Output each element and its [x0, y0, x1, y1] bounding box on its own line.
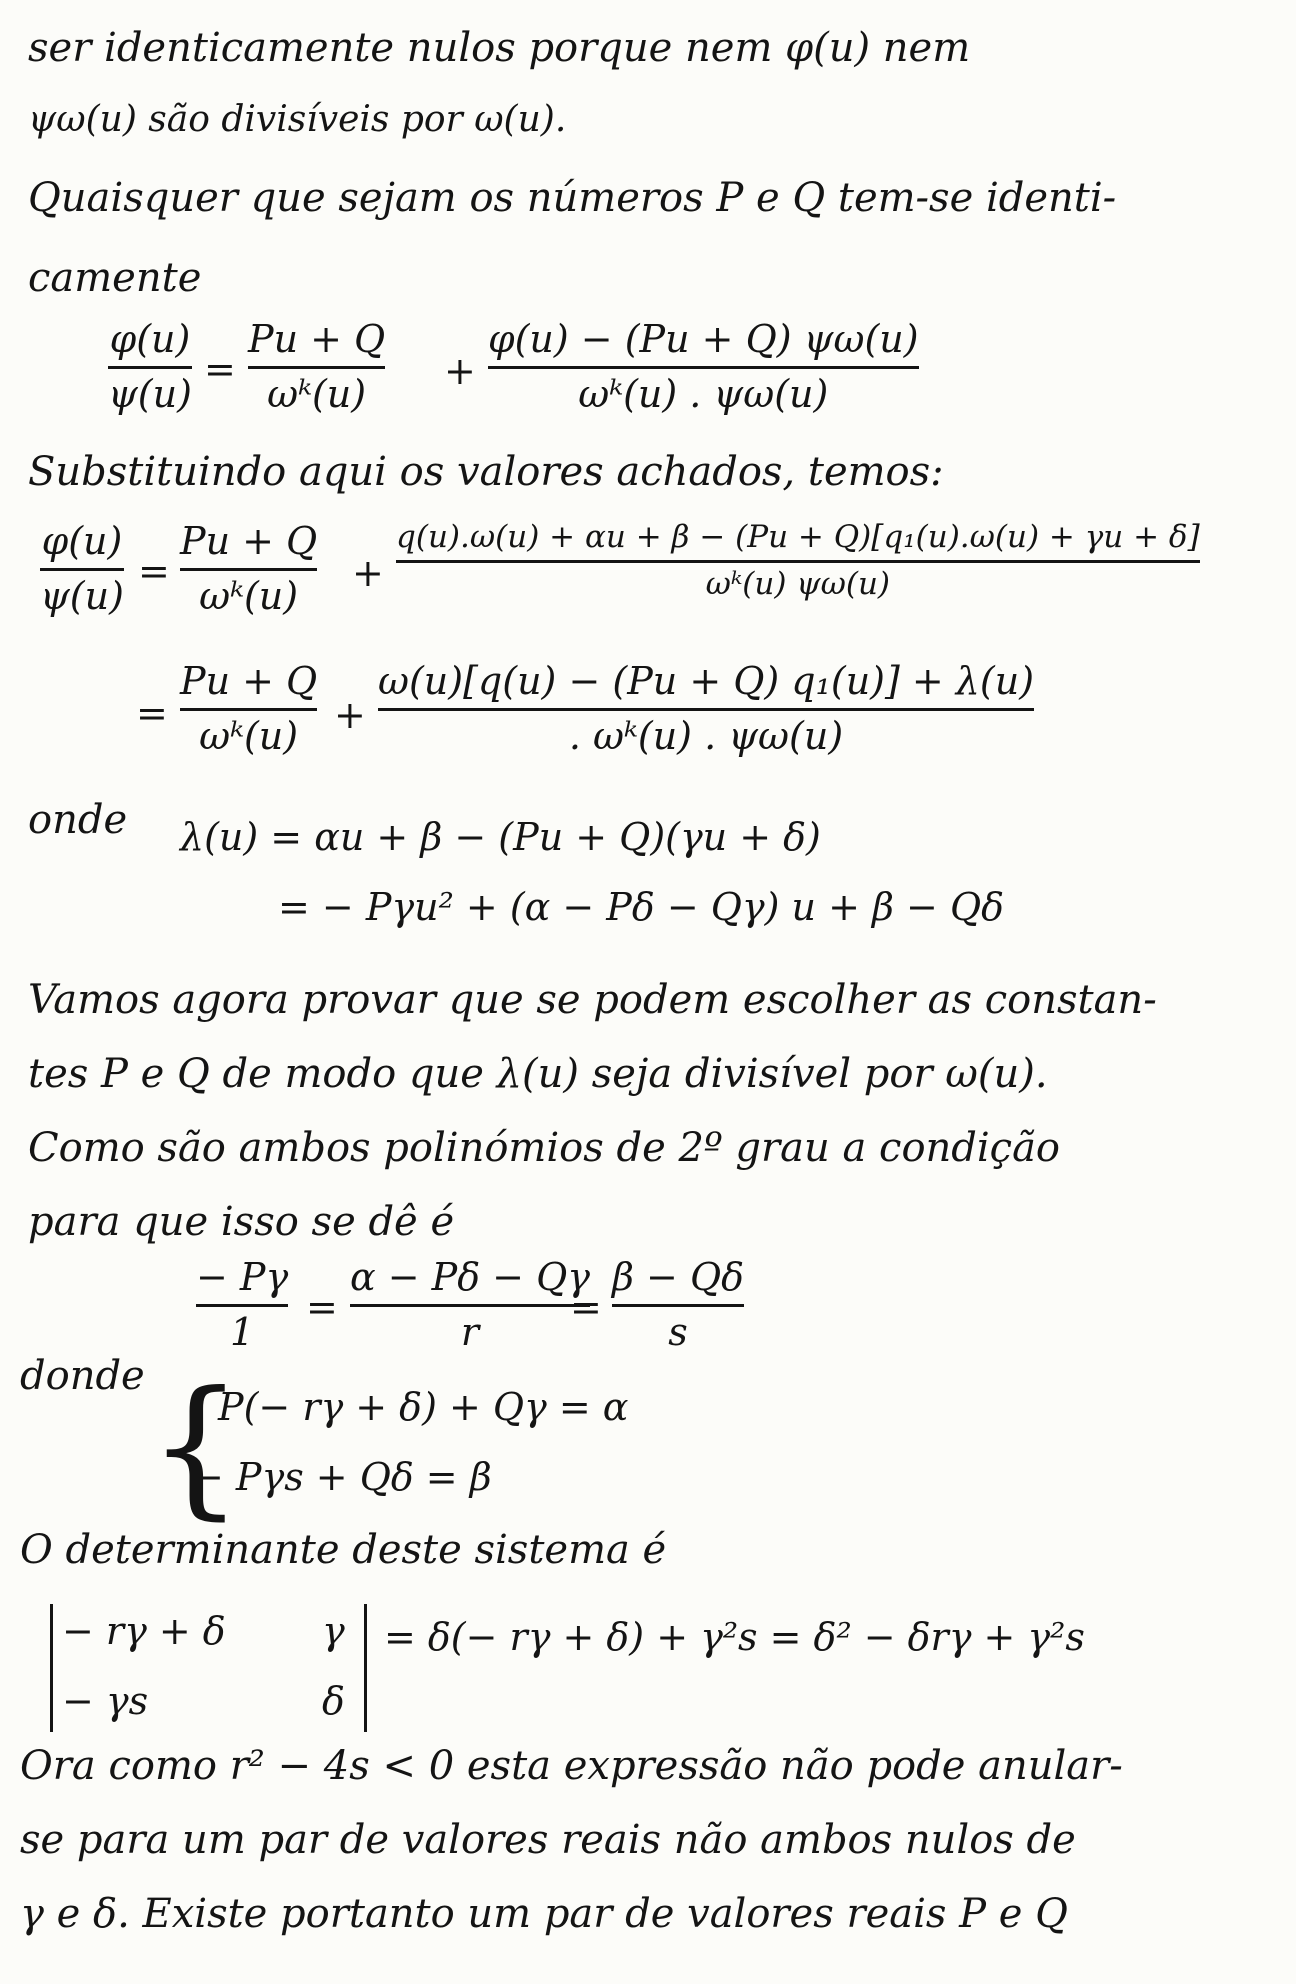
determinant-left-bar	[50, 1604, 53, 1732]
eq5-equals-b: =	[570, 1285, 602, 1329]
eq5-fraction-1	[196, 1256, 288, 1354]
eq5-f3-denominator: s	[668, 1309, 688, 1354]
text-line-22: donde	[20, 1353, 145, 1399]
text-line-9: Substituindo aqui os valores achados, temos:	[28, 449, 944, 495]
eq5-fraction-3	[612, 1256, 744, 1354]
eq3-term1-denominator: ωᵏ(u)	[199, 713, 299, 758]
eq1-lhs-fraction	[108, 318, 192, 416]
det-expansion: = δ(− rγ + δ) + γ²s = δ² − δrγ + γ²s	[384, 1615, 1085, 1659]
fraction-bar	[180, 708, 317, 711]
eq3-term1-fraction	[180, 660, 317, 758]
eq4-line1: λ(u) = αu + β − (Pu + Q)(γu + δ)	[180, 815, 821, 859]
eq5-f3-numerator: β − Qδ	[612, 1255, 744, 1299]
text-line-19: Como são ambos polinómios de 2º grau a condição	[28, 1125, 1061, 1171]
eq2-term1-fraction	[180, 520, 317, 618]
eq1-term1-fraction	[248, 318, 385, 416]
eq1-plus: +	[444, 349, 476, 393]
text-line-17: Vamos agora provar que se podem escolher as constan-	[28, 977, 1157, 1023]
fraction-bar	[108, 366, 192, 369]
text-line-25: O determinante deste sistema é	[20, 1527, 667, 1573]
eq1-equals: =	[204, 347, 236, 391]
fraction-bar	[396, 560, 1200, 563]
eq2-term1-numerator: Pu + Q	[180, 519, 318, 563]
fraction-bar	[180, 568, 317, 571]
det-r1c2: γ	[322, 1609, 345, 1653]
eq3-term2-denominator: . ωᵏ(u) . ψω(u)	[568, 713, 844, 758]
eq2-lhs-numerator: φ(u)	[41, 519, 123, 563]
eq1-lhs-denominator: ψ(u)	[108, 371, 192, 416]
eq5-f1-denominator: 1	[230, 1309, 255, 1354]
eq2-lhs-denominator: ψ(u)	[40, 573, 124, 618]
eq2-term2-numerator: q(u).ω(u) + αu + β − (Pu + Q)[q₁(u).ω(u) + γu + δ]	[396, 519, 1200, 555]
eq1-term2-denominator: ωᵏ(u) . ψω(u)	[578, 371, 829, 416]
text-line-28: Ora como r² − 4s < 0 esta expressão não pode anular-	[20, 1743, 1123, 1789]
fraction-bar	[378, 708, 1034, 711]
text-line-2: ψω(u) são divisíveis por ω(u).	[28, 99, 567, 140]
eq1-lhs-numerator: φ(u)	[109, 317, 191, 361]
eq5-equals-a: =	[306, 1285, 338, 1329]
text-line-18: tes P e Q de modo que λ(u) seja divisível por ω(u).	[28, 1051, 1048, 1097]
eq3-term2-numerator: ω(u)[q(u) − (Pu + Q) q₁(u)] + λ(u)	[378, 659, 1035, 703]
eq3-term1-numerator: Pu + Q	[180, 659, 318, 703]
det-r2c2: δ	[322, 1679, 345, 1723]
text-line-14: onde	[28, 797, 128, 843]
system-row-2: − Pγs + Qδ = β	[192, 1455, 492, 1499]
eq5-fraction-2	[350, 1256, 590, 1354]
system-brace: {	[148, 1360, 244, 1534]
text-line-3: Quaisquer que sejam os números P e Q tem-se identi-	[28, 175, 1117, 221]
eq5-f2-numerator: α − Pδ − Qγ	[350, 1255, 590, 1299]
text-line-29: se para um par de valores reais não ambos nulos de	[20, 1817, 1076, 1863]
eq5-f2-denominator: r	[460, 1309, 480, 1354]
eq4-line2: = − Pγu² + (α − Pδ − Qγ) u + β − Qδ	[278, 885, 1004, 929]
text-line-30: γ e δ. Existe portanto um par de valores reais P e Q	[20, 1891, 1068, 1937]
eq1-term1-denominator: ωᵏ(u)	[267, 371, 367, 416]
eq3-plus: +	[334, 693, 366, 737]
eq2-term2-fraction	[396, 520, 1200, 602]
eq1-term1-numerator: Pu + Q	[248, 317, 386, 361]
fraction-bar	[40, 568, 124, 571]
fraction-bar	[612, 1304, 744, 1307]
eq3-term2-fraction	[378, 660, 1034, 758]
eq5-f1-numerator: − Pγ	[196, 1255, 289, 1299]
fraction-bar	[196, 1304, 288, 1307]
eq1-term2-fraction	[488, 318, 919, 416]
text-line-1: ser identicamente nulos porque nem φ(u) nem	[28, 25, 971, 71]
fraction-bar	[350, 1304, 590, 1307]
eq1-term2-numerator: φ(u) − (Pu + Q) ψω(u)	[488, 317, 919, 361]
fraction-bar	[488, 366, 919, 369]
eq2-plus: +	[352, 551, 384, 595]
eq2-term2-denominator: ωᵏ(u) ψω(u)	[705, 565, 891, 602]
text-line-4: camente	[28, 255, 202, 301]
eq3-equals: =	[136, 691, 168, 735]
eq2-lhs-fraction	[40, 520, 124, 618]
eq2-equals: =	[138, 549, 170, 593]
eq2-term1-denominator: ωᵏ(u)	[199, 573, 299, 618]
fraction-bar	[248, 366, 385, 369]
det-r1c1: − rγ + δ	[62, 1609, 226, 1653]
det-r2c1: − γs	[62, 1679, 149, 1723]
system-row-1: P(− rγ + δ) + Qγ = α	[218, 1385, 629, 1429]
text-line-20: para que isso se dê é	[28, 1199, 455, 1245]
determinant-right-bar	[364, 1604, 367, 1732]
